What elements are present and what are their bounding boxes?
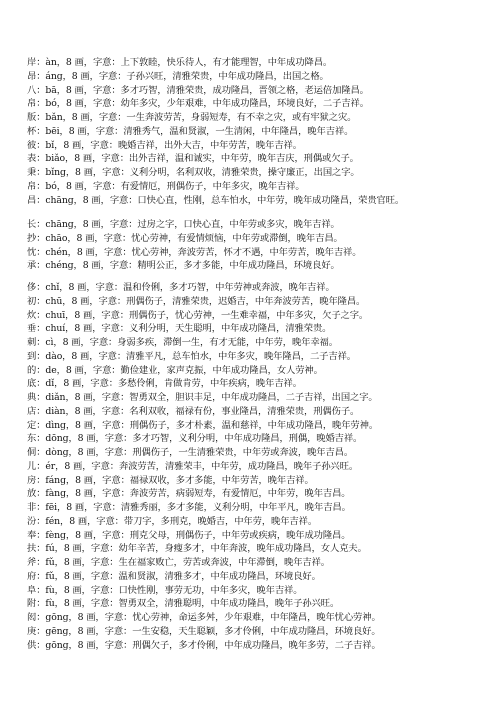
- character-entry: 庚：gēng，8 画，字意：一生安稳，天生聪颖，多才伶俐，中年成功隆昌，环境良好。: [27, 625, 381, 637]
- character-entry: 帛：bó，8 画，字意：幼年多灾，少年艰难，中年成功隆昌，环境良好，二子吉祥。: [27, 98, 369, 110]
- character-entry: 放：fàng，8 画，字意：奔波劳苦，病弱短寿，有爱情厄，中年劳，晚年吉昌。: [27, 488, 351, 500]
- entry-group-1: [27, 56, 492, 207]
- character-entry: 刺：cì，8 画，字意：身弱多疾，滞倒一生，有才无能，中年劳，晚年幸福。: [27, 337, 338, 348]
- character-entry: 表：biǎo，8 画，字意：出外吉祥，温和诚实，中年劳，晚年吉庆，刑偶或欠子。: [27, 153, 359, 165]
- character-entry: 供：gōng，8 画，字意：刑偶欠子，多才伶俐，中年成功隆昌，晚年多劳，二子吉祥。: [27, 639, 381, 651]
- character-entry: 秉：bǐng，8 画，字意：义利分明，名利双收，清雅荣贵，操守廉正，出国之字。: [27, 167, 360, 178]
- character-entry: 初：chū，8 画，字意：刑偶伤子，清雅荣贵，迟婚吉，中年奔波劳苦，晚年隆昌。: [27, 295, 366, 307]
- character-entry: 版：bǎn，8 画，字意：一生奔波劳苦，身弱短寿，有不幸之灾，或有牢狱之灾。: [27, 112, 357, 123]
- character-entry: 阜：fù，8 画，字意：口快性刚，事劳无功，中年多灾，晚年吉祥。: [27, 584, 303, 596]
- character-entry: 非：fēi，8 画，字意：清雅秀丽，多才多能，义利分明，中年平凡，晚年吉昌。: [27, 502, 351, 513]
- character-entry: 附：fù，8 画，字意：智勇双全，清雅聪明，中年成功隆昌，晚年子孙兴旺。: [27, 598, 340, 610]
- character-entry: 忱：chén，8 画，字意：忧心劳神，奔波劳苦，怀才不遇，中年劳苦，晚年吉祥。: [27, 246, 362, 258]
- entry-group-3: [27, 281, 492, 652]
- character-entry: 炊：chuī，8 画，字意：刑偶伤子，忧心劳神，一生难幸福，中年多灾，欠子之字。: [27, 309, 369, 321]
- character-entry: 斧：fǔ，8 画，字意：生在福家败亡，劳苦或奔波，中年滞倒，晚年吉祥。: [27, 557, 331, 568]
- character-entry: 岸：àn，8 画，字意：上下敦睦，快乐待人，有才能理智，中年成功降昌。: [27, 57, 333, 68]
- character-entry: 垂：chuí，8 画，字意：义利分明，天生聪明，中年成功隆昌，清雅荣贵。: [27, 323, 332, 335]
- character-entry: 长：chāng，8 画，字意：过房之字，口快心直，中年劳或多灾，晚年吉祥。: [27, 219, 340, 230]
- character-entry: 底：dǐ，8 画，字意：多愁伶俐，肯做肯劳，中年疾病，晚年吉祥。: [27, 378, 302, 390]
- character-entry: 东：dōng，8 画，字意：多才巧智，义利分明，中年成功隆昌，刑偶，晚婚吉祥。: [27, 433, 363, 445]
- character-entry: 汾：fén，8 画，字意：带刀字，多刑克，晚婚吉，中年劳，晚年吉祥。: [27, 515, 318, 527]
- character-entry: 抄：chāo，8 画，字意：忧心劳神，有爱情烦恼，中年劳或滞倒，晚年吉昌。: [27, 232, 343, 244]
- character-entry: 扶：fú，8 画，字意：幼年辛苦，身瘦多才，中年奔波，晚年成功隆昌，女人克夫。: [27, 543, 367, 555]
- character-entry: 侗：dòng，8 画，字意：刑偶伤子，一生清雅荣贵，中年劳或奔波，晚年吉昌。: [27, 447, 354, 458]
- character-entry: 的：de，8 画，字意：勤俭建业，家声克振，中年成功隆昌，女人劳神。: [27, 364, 323, 376]
- character-entry: 典：diǎn，8 画，字意：智勇双全，胆识丰足，中年成功隆昌，二子吉祥，出国之字。: [27, 392, 378, 403]
- character-entry: 帛：bó，8 画，字意：有爱情厄，刑偶伤子，中年多灾，晚年吉祥。: [27, 180, 305, 192]
- character-entry: 到：dào，8 画，字意：清雅平凡，总车怕水，中年多灾，晚年隆昌，二子吉祥。: [27, 350, 356, 362]
- character-entry: 店：diàn，8 画，字意：名利双收，福禄有份，事业隆昌，清雅荣贵，刑偶伤子。: [27, 405, 360, 417]
- character-entry: 儿：ér，8 画，字意：奔波劳苦，清雅荣丰，中年劳，成功隆昌，晚年子孙兴旺。: [27, 460, 359, 472]
- character-entry: 昌：chāng，8 画，字意：口快心直，性刚，总车怕水，中年劳，晚年成功隆昌，荣贵官旺。: [27, 194, 405, 206]
- character-entry: 侈：chǐ，8 画，字意：温和伶俐，多才巧智，中年劳神或奔波，晚年吉祥。: [27, 282, 335, 293]
- character-entry: 府：fǔ，8 画，字意：温和贤淑，清雅多才，中年成功隆昌，环境良好。: [27, 570, 321, 582]
- character-entry: 奉：fèng，8 画，字意：刑克父母，刑偶伤子，中年劳或疾病，晚年成功隆昌。: [27, 529, 351, 541]
- character-entry: 闳：gōng，8 画，字意：忧心劳神，命运多舛，少年艰难，中年隆昌，晚年忧心劳神。: [27, 612, 381, 623]
- character-entry: 八：bā，8 画，字意：多才巧智，清雅荣贵，成功隆昌，晋领之格，老运倍加隆昌。: [27, 84, 369, 96]
- character-entry: 房：fáng，8 画，字意：福禄双收，多才多能，中年劳苦，晚年吉祥。: [27, 474, 314, 486]
- entry-group-2: [27, 218, 492, 273]
- character-entry: 承：chéng，8 画，字意：精明公正，多才多能，中年成功隆昌，环境良好。: [27, 260, 340, 272]
- character-entry: 定：dìng，8 画，字意：刑偶伤子，多才朴素，温和慈祥，中年成功隆昌，晚年劳神。: [27, 419, 379, 431]
- character-entry: 杯：bēi，8 画，字意：清雅秀气，温和贤淑，一生清闲，中年隆昌，晚年吉祥。: [27, 125, 354, 137]
- character-entry: 昂：áng，8 画，字意：子孙兴旺，清雅荣贵，中年成功隆昌，出国之格。: [27, 70, 329, 82]
- character-entry: 彼：bǐ，8 画，字意：晚婚吉祥，出外大吉，中年劳苦，晚年吉祥。: [27, 139, 302, 151]
